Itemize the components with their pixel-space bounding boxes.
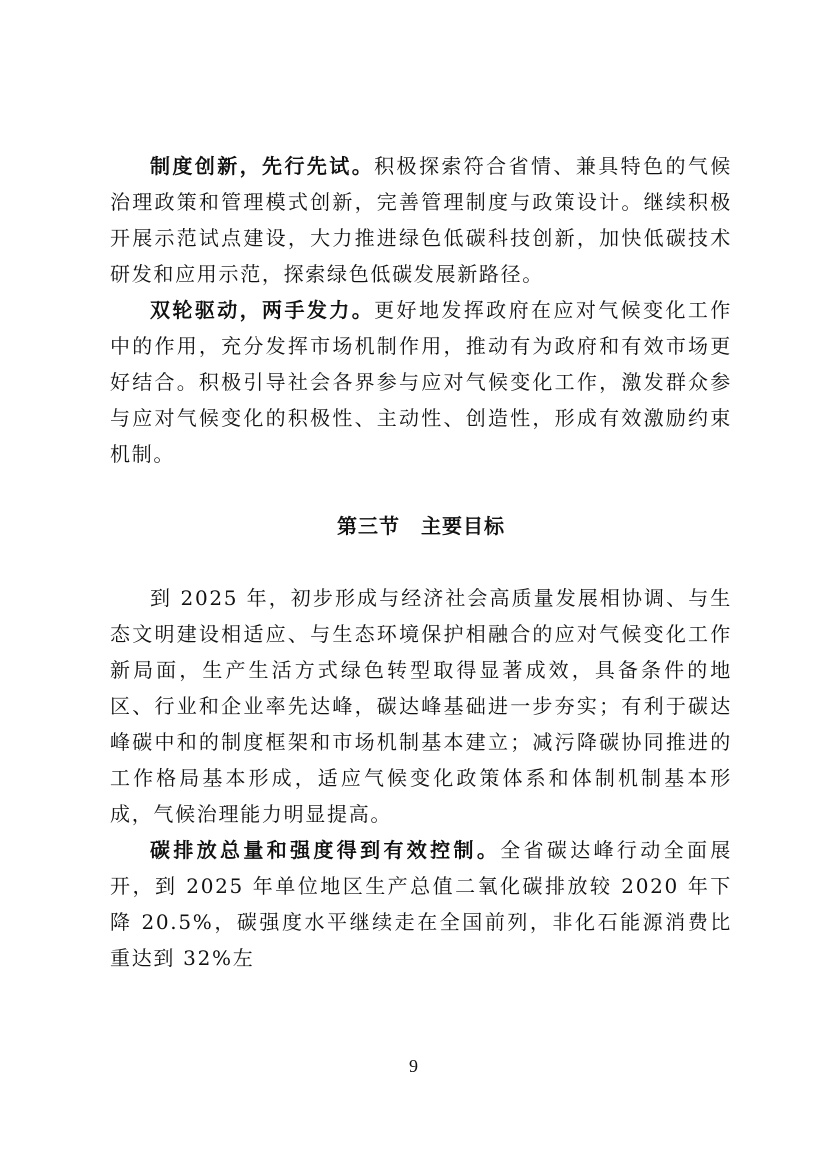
page-content <box>110 148 732 976</box>
paragraph-lead: 碳排放总量和强度得到有效控制。 <box>150 838 501 862</box>
spacer <box>110 472 732 508</box>
spacer <box>110 544 732 580</box>
paragraph-carbon-control <box>110 832 732 976</box>
paragraph-goal-2025 <box>110 580 732 832</box>
page-number: 9 <box>409 1056 418 1076</box>
paragraph-text: 到 2025 年，初步形成与经济社会高质量发展相协调、与生态文明建设相适应、与生态环境保护相融合的应对气候变化工作新局面，生产生活方式绿色转型取得显著成效，具备条件的地区、行业和企业率先达峰，碳达峰基础进一步夯实；有利于碳达峰碳中和的制度框架和市场机制基本建立；减污降碳协同推进的工作格局基本形成，适应气候变化政策体系和体制机制基本形成，气候治理能力明显提高。 <box>110 586 732 826</box>
paragraph-institutional-innovation <box>110 148 732 292</box>
paragraph-lead: 双轮驱动，两手发力。 <box>150 298 375 322</box>
paragraph-dual-drive <box>110 292 732 472</box>
section-heading: 第三节 主要目标 <box>337 514 505 538</box>
paragraph-text: 更好地发挥政府在应对气候变化工作中的作用，充分发挥市场机制作用，推动有为政府和有效市场更好结合。积极引导社会各界参与应对气候变化工作，激发群众参与应对气候变化的积极性、主动性、创造性，形成有效激励约束机制。 <box>110 298 733 466</box>
paragraph-text: 全省碳达峰行动全面展开，到 2025 年单位地区生产总值二氧化碳排放较 2020 年下降 20.5%，碳强度水平继续走在全国前列，非化石能源消费比重达到 32%左 <box>110 838 732 970</box>
paragraph-text: 积极探索符合省情、兼具特色的气候治理政策和管理模式创新，完善管理制度与政策设计。继续积极开展示范试点建设，大力推进绿色低碳科技创新，加快低碳技术研发和应用示范，探索绿色低碳发展新路径。 <box>110 154 733 286</box>
paragraph-lead: 制度创新，先行先试。 <box>150 154 375 178</box>
